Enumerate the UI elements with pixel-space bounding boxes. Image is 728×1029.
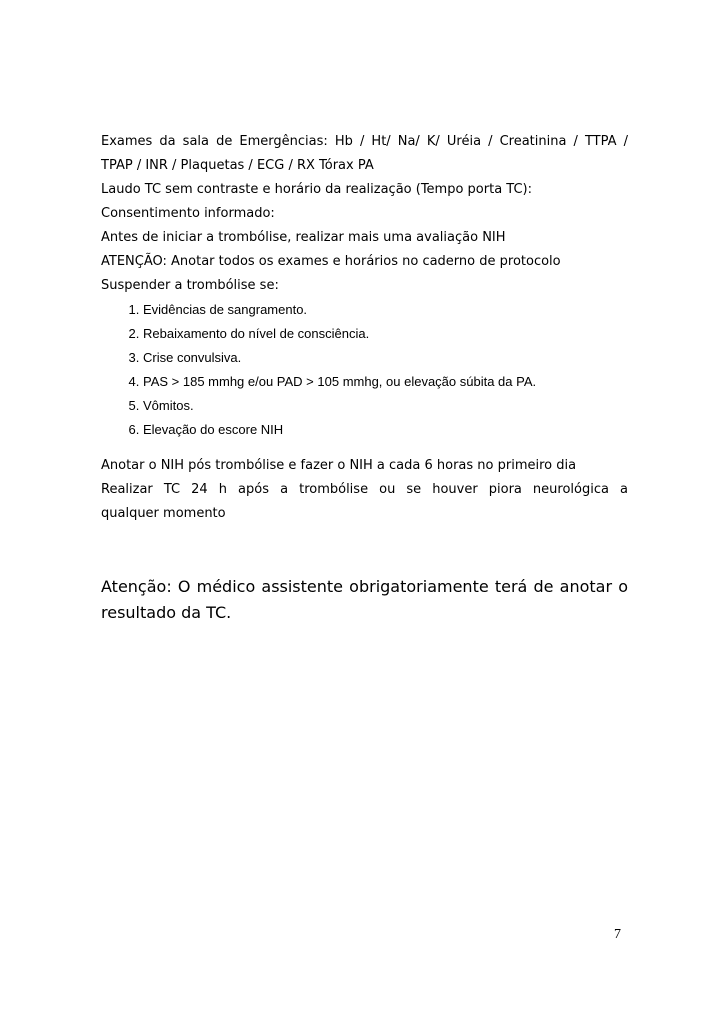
spacer xyxy=(101,442,628,454)
suspend-criteria-list xyxy=(101,298,628,442)
nih-evaluation-line: Antes de iniciar a trombólise, realizar mais uma avaliação NIH xyxy=(101,230,506,245)
list-item: 3. Crise convulsiva. xyxy=(143,346,628,370)
list-item: 4. PAS > 185 mmhg e/ou PAD > 105 mmhg, ou elevação súbita da PA. xyxy=(143,370,628,394)
ct-followup-line-2: qualquer momento xyxy=(101,506,226,521)
attention-note-line-2: resultado da TC. xyxy=(101,603,232,622)
list-item: 2. Rebaixamento do nível de consciência. xyxy=(143,322,628,346)
nih-followup-line: Anotar o NIH pós trombólise e fazer o NIH a cada 6 horas no primeiro dia xyxy=(101,458,577,473)
attention-protocol-line: ATENÇÃO: Anotar todos os exames e horários no caderno de protocolo xyxy=(101,254,561,269)
attention-note-line-1: Atenção: O médico assistente obrigatoriamente terá de anotar o xyxy=(101,577,628,596)
spacer xyxy=(101,526,628,574)
list-item: 5. Vômitos. xyxy=(143,394,628,418)
ct-report-line: Laudo TC sem contraste e horário da realização (Tempo porta TC): xyxy=(101,182,533,197)
document-body xyxy=(101,130,628,626)
exams-line-2: TPAP / INR / Plaquetas / ECG / RX Tórax PA xyxy=(101,158,374,173)
suspend-heading: Suspender a trombólise se: xyxy=(101,278,279,293)
ct-followup-line-1: Realizar TC 24 h após a trombólise ou se houver piora neurológica a xyxy=(101,482,628,497)
page-number: 7 xyxy=(614,927,621,942)
exams-line-1: Exames da sala de Emergências: Hb / Ht/ Na/ K/ Uréia / Creatinina / TTPA / xyxy=(101,134,628,149)
list-item: 1. Evidências de sangramento. xyxy=(143,298,628,322)
list-item: 6. Elevação do escore NIH xyxy=(143,418,628,442)
consent-line: Consentimento informado: xyxy=(101,206,275,221)
